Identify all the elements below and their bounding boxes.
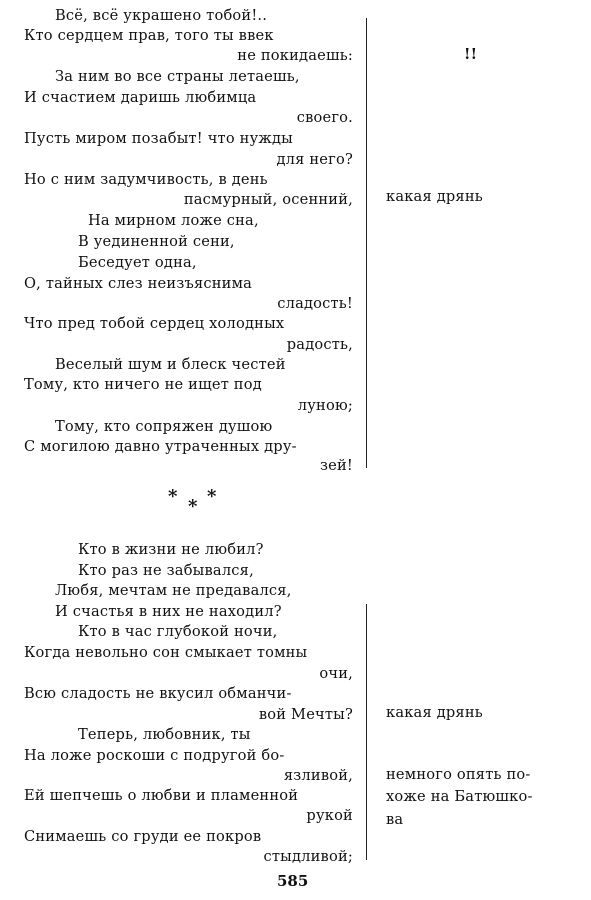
verse-line: Беседует одна,	[78, 254, 197, 271]
verse-line: О, тайных слез неизъяснима	[24, 275, 253, 292]
verse-line: Кто раз не забывался,	[78, 562, 254, 579]
verse-line: Всё, всё украшено тобой!..	[55, 7, 268, 24]
verse-line: Но с ним задумчивость, в день	[24, 171, 268, 188]
verse-line: Любя, мечтам не предавался,	[55, 582, 292, 599]
separator-star: *	[207, 486, 217, 507]
verse-line: стыдливой;	[263, 848, 353, 865]
verse-line: для него?	[276, 151, 353, 168]
verse-line: Ей шепчешь о любви и пламенной	[24, 787, 299, 804]
verse-line: Тому, кто сопряжен душою	[55, 418, 273, 435]
margin-note: хоже на Батюшко-	[386, 788, 533, 805]
margin-note: !!	[464, 46, 478, 63]
verse-line: С могилою давно утраченных дру-	[24, 438, 297, 455]
verse-line: И счастием даришь любимца	[24, 89, 257, 106]
verse-line: вой Мечты?	[258, 706, 353, 723]
verse-line: язливой,	[283, 767, 353, 784]
verse-line: радость,	[286, 336, 353, 353]
verse-line: не покидаешь:	[237, 47, 353, 64]
page-number: 585	[277, 872, 309, 890]
verse-line: сладость!	[277, 295, 353, 312]
margin-note: немного опять по-	[386, 766, 531, 783]
verse-line: Кто в час глубокой ночи,	[78, 623, 278, 640]
verse-line: Снимаешь со груди ее покров	[24, 828, 262, 845]
verse-line: В уединенной сени,	[78, 233, 235, 250]
verse-line: рукой	[306, 807, 353, 824]
verse-line: зей!	[320, 457, 353, 474]
margin-note: ва	[386, 811, 404, 828]
verse-line: Кто сердцем прав, того ты ввек	[24, 27, 274, 44]
verse-line: На мирном ложе сна,	[88, 212, 259, 229]
verse-line: Когда невольно сон смыкает томны	[24, 644, 308, 661]
margin-note: какая дрянь	[386, 188, 483, 205]
verse-line: Всю сладость не вкусил обманчи-	[24, 685, 292, 702]
verse-line: Тому, кто ничего не ищет под	[24, 376, 262, 393]
verse-line: своего.	[296, 109, 353, 126]
verse-line: Кто в жизни не любил?	[78, 541, 264, 558]
margin-rule	[366, 604, 367, 860]
verse-line: И счастья в них не находил?	[55, 603, 282, 620]
verse-line: Веселый шум и блеск честей	[55, 356, 286, 373]
verse-line: Теперь, любовник, ты	[78, 726, 251, 743]
margin-note: какая дрянь	[386, 704, 483, 721]
verse-line: На ложе роскоши с подругой бо-	[24, 747, 285, 764]
verse-line: Что пред тобой сердец холодных	[24, 315, 285, 332]
verse-line: Пусть миром позабыт! что нужды	[24, 130, 293, 147]
verse-line: пасмурный, осенний,	[183, 191, 353, 208]
verse-line: очи,	[319, 665, 353, 682]
separator-star: *	[188, 496, 198, 517]
verse-line: луною;	[297, 397, 353, 414]
separator-star: *	[168, 486, 178, 507]
verse-line: За ним во все страны летаешь,	[55, 68, 300, 85]
